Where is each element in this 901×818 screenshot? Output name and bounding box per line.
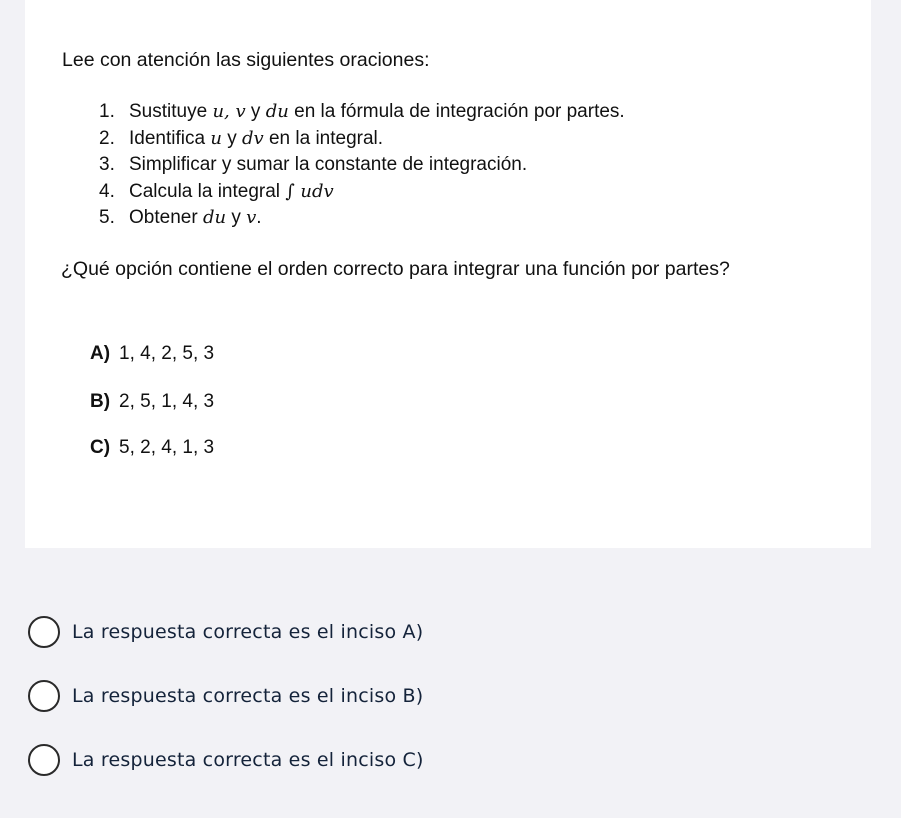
steps-list xyxy=(99,99,625,232)
step-item xyxy=(99,205,625,232)
math-expression: dv xyxy=(241,127,264,149)
step-text: Obtener xyxy=(129,207,203,228)
option-sequence: 1, 4, 2, 5, 3 xyxy=(119,343,215,364)
radio-button[interactable] xyxy=(28,616,60,648)
answer-option-b[interactable] xyxy=(28,676,423,716)
step-text: y xyxy=(245,101,266,122)
math-expression: u, v xyxy=(212,101,246,122)
option-letter: B) xyxy=(90,391,111,412)
math-expression: u xyxy=(210,127,222,149)
step-text: y xyxy=(221,127,242,149)
step-number: 3. xyxy=(99,154,115,175)
step-text: en la fórmula de integración por partes. xyxy=(288,101,625,122)
radio-button[interactable] xyxy=(28,680,60,712)
step-text: . xyxy=(256,207,262,228)
option-c xyxy=(90,437,214,459)
answer-label[interactable]: La respuesta correcta es el inciso A) xyxy=(72,621,424,643)
step-number: 4. xyxy=(99,180,115,202)
step-number: 2. xyxy=(99,127,115,149)
option-letter: A) xyxy=(90,343,111,364)
math-expression: ∫ udv xyxy=(285,180,334,202)
answer-option-c[interactable] xyxy=(28,740,424,780)
step-text: Simplificar y sumar la constante de integración. xyxy=(129,154,528,175)
step-text: Sustituye xyxy=(129,101,213,122)
option-letter: C) xyxy=(90,437,111,458)
question-prompt: ¿Qué opción contiene el orden correcto para integrar una función por partes? xyxy=(61,258,730,280)
math-expression: v xyxy=(246,207,257,228)
step-text: y xyxy=(226,207,247,228)
option-sequence: 5, 2, 4, 1, 3 xyxy=(119,437,215,458)
question-intro: Lee con atención las siguientes oraciones: xyxy=(62,49,430,71)
answer-label[interactable]: La respuesta correcta es el inciso B) xyxy=(72,685,424,707)
answer-label[interactable]: La respuesta correcta es el inciso C) xyxy=(72,749,424,771)
question-card xyxy=(25,0,871,548)
step-text: Calcula la integral xyxy=(129,180,286,202)
math-expression: du xyxy=(202,207,227,228)
step-number: 1. xyxy=(99,101,115,122)
step-item xyxy=(99,126,625,153)
step-number: 5. xyxy=(99,207,115,228)
answer-option-a[interactable] xyxy=(28,612,423,652)
radio-button[interactable] xyxy=(28,744,60,776)
step-text: en la integral. xyxy=(263,127,384,149)
option-b xyxy=(90,391,214,413)
math-expression: du xyxy=(265,101,289,122)
option-a xyxy=(90,343,214,365)
step-item xyxy=(99,179,625,206)
step-item xyxy=(99,99,625,126)
step-item xyxy=(99,152,625,179)
step-text: Identifica xyxy=(129,127,211,149)
option-sequence: 2, 5, 1, 4, 3 xyxy=(119,391,215,412)
